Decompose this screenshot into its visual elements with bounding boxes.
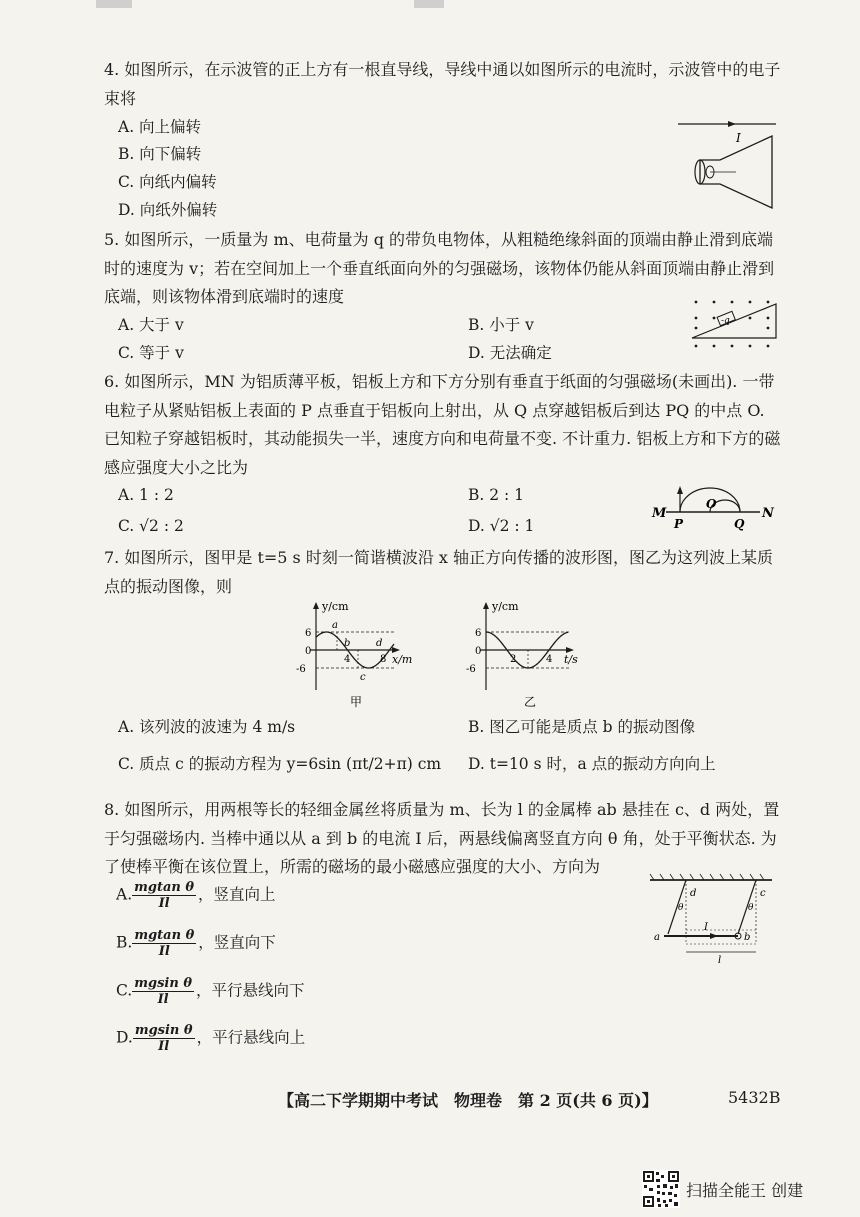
label-q: Q [734, 517, 745, 531]
aluminum-plate-figure [650, 482, 780, 532]
q8-option-a-fraction [132, 880, 196, 911]
current-label: I [736, 131, 741, 145]
oscilloscope-figure [676, 112, 786, 212]
label-current: I [704, 922, 708, 933]
q6-stem: 6. 如图所示，MN 为铝质薄平板，铝板上方和下方分别有垂直于纸面的匀强磁场(未画出). 一带电粒子从紧贴铝板上表面的 P 点垂直于铝板向上射出，从 Q 点穿越铝板后到达 PQ 的中点 O. 已知粒子穿越铝板时，其动能损失一半，速度方向和电荷量不变. 不计重力. 铝板上方和下方的磁感应强度大小之比为 [104, 372, 781, 477]
q8-option-d-denominator: Il [158, 1039, 170, 1054]
q6-option-c: C. √2 : 2 [118, 517, 184, 535]
q8-option-d-numerator: mgsin θ [134, 1023, 193, 1038]
label-theta-right: θ [748, 903, 754, 913]
label-n: N [762, 506, 774, 521]
charge-label: -q [721, 316, 730, 326]
top-scan-mark [96, 0, 132, 8]
q8-option-a-denominator: Il [158, 896, 170, 911]
q7-option-c: C. 质点 c 的振动方程为 y=6sin (πt/2+π) cm [118, 755, 442, 773]
label-p: P [674, 517, 684, 531]
q8-option-b-numerator: mgtan θ [134, 928, 195, 943]
q5-option-c: C. 等于 v [118, 344, 184, 362]
point-a: a [332, 620, 338, 631]
point-c: c [360, 672, 366, 683]
graph-b-xtick-4: 4 [546, 654, 553, 665]
q8-stem: 8. 如图所示，用两根等长的轻细金属丝将质量为 m、长为 l 的金属棒 ab 悬挂在 c、d 两处，置于匀强磁场内. 当棒中通以从 a 到 b 的电流 I 后，两悬线偏离竖直方向 θ 角，处于平衡状态. 为了使棒平衡在该位置上，所需的磁场的最小磁感应强度的大小、方向为 [104, 800, 780, 876]
label-c: c [760, 888, 766, 899]
q8-option-a-prefix: A. [116, 885, 133, 904]
q4-option-a: A. 向上偏转 [118, 118, 202, 136]
q8-option-a-suffix: ，竖直向上 [198, 885, 276, 904]
graph-a-xlabel: x/m [392, 653, 413, 666]
label-o: O [706, 497, 717, 511]
q8-option-d-prefix: D. [116, 1028, 133, 1047]
wave-graph-jia [292, 600, 422, 710]
label-m: M [652, 506, 667, 521]
label-theta-left: θ [678, 903, 684, 913]
graph-a-xtick-4: 4 [344, 654, 351, 665]
q7-option-b: B. 图乙可能是质点 b 的振动图像 [468, 718, 696, 736]
qr-code-icon [642, 1170, 680, 1208]
label-length: l [718, 955, 722, 964]
graph-a-xtick-8: 8 [380, 654, 387, 665]
label-b: b [744, 932, 751, 943]
point-d: d [376, 638, 383, 649]
vibration-graph-yi [462, 600, 592, 710]
q8-option-c-denominator: Il [157, 992, 169, 1007]
graph-b-ytick-zero: 0 [475, 646, 482, 657]
q8-option-a [116, 880, 276, 911]
graph-a-caption: 甲 [350, 695, 363, 709]
q8-option-d-fraction [133, 1023, 195, 1054]
q6-option-b: B. 2 : 1 [468, 486, 525, 504]
q8-option-d-suffix: ，平行悬线向上 [196, 1028, 306, 1047]
graph-a-ytick-top: 6 [305, 628, 312, 639]
graph-a-ylabel: y/cm [322, 600, 349, 613]
graph-a-ytick-zero: 0 [305, 646, 312, 657]
suspended-rod-figure [646, 872, 776, 964]
q5-option-b: B. 小于 v [468, 316, 534, 334]
q4-option-c: C. 向纸内偏转 [118, 173, 217, 191]
page-footer: 【高二下学期期中考试 物理卷 第 2 页(共 6 页)】 [278, 1091, 658, 1110]
q5-option-a: A. 大于 v [118, 316, 184, 334]
scanner-label: 扫描全能王 创建 [686, 1180, 804, 1200]
graph-a-ytick-bottom: -6 [296, 664, 306, 675]
q4-stem: 4. 如图所示，在示波管的正上方有一根直导线，导线中通以如图所示的电流时，示波管中的电子束将 [104, 60, 781, 108]
q6-option-d: D. √2 : 1 [468, 517, 535, 535]
top-scan-mark [414, 0, 444, 8]
q8-option-a-numerator: mgtan θ [134, 880, 195, 895]
q8-option-b-fraction [132, 928, 196, 959]
graph-b-ylabel: y/cm [492, 600, 519, 613]
q7-stem: 7. 如图所示，图甲是 t=5 s 时刻一简谐横波沿 x 轴正方向传播的波形图，图乙为这列波上某质点的振动图像，则 [104, 548, 774, 596]
graph-b-caption: 乙 [524, 695, 537, 709]
q8-option-c-fraction [132, 976, 194, 1007]
label-a: a [654, 932, 660, 943]
q8-option-c [116, 976, 305, 1007]
graph-b-xtick-2: 2 [510, 654, 517, 665]
q8-option-b [116, 928, 276, 959]
q8-option-b-suffix: ，竖直向下 [198, 933, 276, 952]
graph-b-xlabel: t/s [564, 653, 578, 666]
label-d: d [690, 888, 697, 899]
q8-option-b-prefix: B. [116, 933, 133, 952]
point-b: b [344, 638, 351, 649]
q6-option-a: A. 1 : 2 [118, 486, 174, 504]
q8-option-d [116, 1023, 305, 1054]
q7-option-d: D. t=10 s 时，a 点的振动方向向上 [468, 755, 716, 773]
graph-b-ytick-bottom: -6 [466, 664, 476, 675]
scanner-watermark [642, 1170, 803, 1208]
q5-option-d: D. 无法确定 [468, 344, 552, 362]
q8-option-b-denominator: Il [158, 944, 170, 959]
graph-b-ytick-top: 6 [475, 628, 482, 639]
q4-option-b: B. 向下偏转 [118, 145, 202, 163]
q4-option-d: D. 向纸外偏转 [118, 201, 218, 219]
q7-option-a: A. 该列波的波速为 4 m/s [118, 718, 296, 736]
q5-stem: 5. 如图所示，一质量为 m、电荷量为 q 的带负电物体，从粗糙绝缘斜面的顶端由静止滑到底端时的速度为 v；若在空间加上一个垂直纸面向外的匀强磁场，该物体仍能从斜面顶端由静止滑到底端，则该物体滑到底端时的速度 [104, 230, 775, 306]
q8-option-c-suffix: ，平行悬线向下 [196, 981, 305, 1000]
paper-code: 5432B [728, 1088, 781, 1107]
q8-option-c-numerator: mgsin θ [134, 976, 192, 991]
q8-option-c-prefix: C. [116, 981, 133, 1000]
incline-figure [688, 298, 784, 352]
